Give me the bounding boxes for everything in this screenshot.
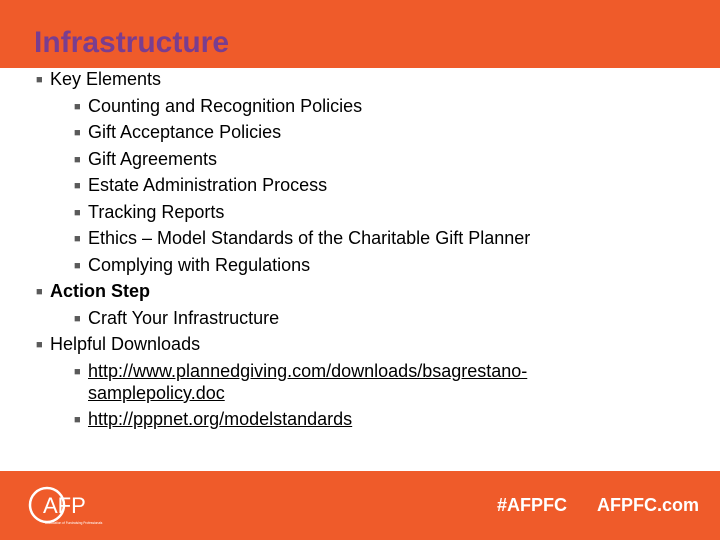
bullet-item-link-pppnet [74,406,352,433]
bullet-label: Ethics – Model Standards of the Charitable Gift Planner [88,228,531,248]
square-bullet-icon: ■ [74,414,81,426]
square-bullet-icon: ■ [74,207,81,219]
footer-hashtag: #AFPFC [497,495,568,515]
square-bullet-icon: ■ [74,313,81,325]
bullet-item-tracking [74,199,224,226]
slide-title: Infrastructure [34,26,230,59]
bullet-label: Key Elements [50,69,162,89]
bullet-label: Gift Agreements [88,149,218,169]
bullet-item-gift-agreements [74,146,217,173]
pppnet-link[interactable]: http://pppnet.org/modelstandards [88,409,353,429]
bullet-label: Tracking Reports [88,202,225,222]
bullet-label: Counting and Recognition Policies [88,96,363,116]
square-bullet-icon: ■ [74,101,81,113]
bullet-item-action-step [36,278,150,305]
footer-site: AFPFC.com [597,495,700,515]
square-bullet-icon: ■ [74,260,81,272]
bullet-label: Helpful Downloads [50,334,201,354]
square-bullet-icon: ■ [74,180,81,192]
bullet-item-gift-acceptance [74,119,281,146]
bullet-item-ethics [74,225,530,252]
square-bullet-icon: ■ [36,286,43,298]
bullet-item-counting [74,93,362,120]
afp-logo-tagline: Association of Fundraising Professionals [45,521,103,525]
bullet-label: Gift Acceptance Policies [88,122,282,142]
square-bullet-icon: ■ [74,366,81,378]
bullet-item-estate [74,172,327,199]
square-bullet-icon: ■ [36,74,43,86]
bullet-item-helpful-downloads [36,331,200,358]
afp-logo [27,484,107,528]
afp-logo-text: AFP [43,493,86,518]
bullet-label: Complying with Regulations [88,255,311,275]
bullet-label: Action Step [50,281,151,301]
square-bullet-icon: ■ [36,339,43,351]
plannedgiving-link-continued[interactable]: samplepolicy.doc [88,383,225,403]
bullet-item-craft [74,305,279,332]
square-bullet-icon: ■ [74,154,81,166]
plannedgiving-link[interactable]: http://www.plannedgiving.com/downloads/bsagrestano- [88,361,528,381]
bullet-label: Craft Your Infrastructure [88,308,280,328]
square-bullet-icon: ■ [74,233,81,245]
square-bullet-icon: ■ [74,127,81,139]
bullet-label: Estate Administration Process [88,175,328,195]
bullet-item-key-elements [36,66,161,93]
bullet-item-regulations [74,252,310,279]
bullet-item-link-plannedgiving-cont [88,380,225,406]
